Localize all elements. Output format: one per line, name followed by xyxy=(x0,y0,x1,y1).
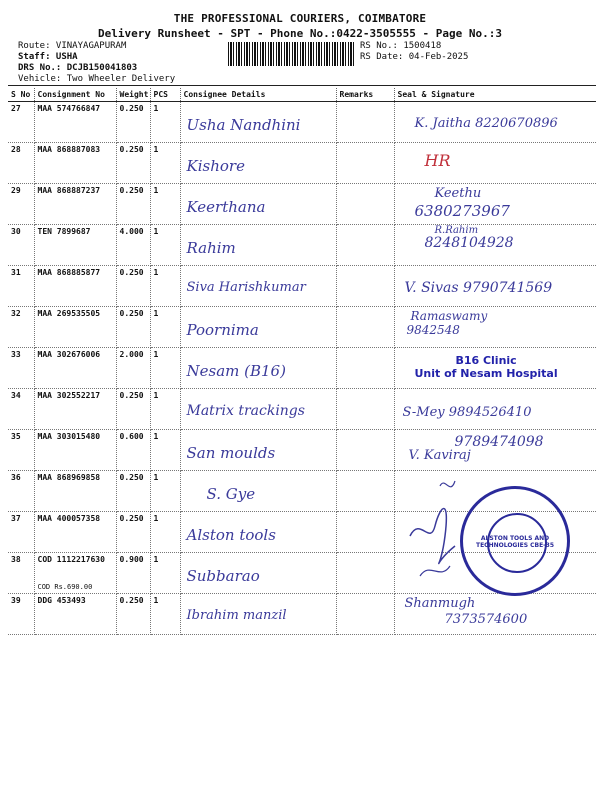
signature: 9789474098 xyxy=(454,434,544,450)
row-weight: 0.250 xyxy=(116,512,150,553)
consignee-handwriting: Nesam (B16) xyxy=(186,362,286,380)
row-remarks xyxy=(336,471,394,512)
route: Route: VINAYAGAPURAM xyxy=(18,41,127,51)
row-remarks xyxy=(336,143,394,184)
row-pcs: 1 xyxy=(150,553,180,594)
row-pcs: 1 xyxy=(150,307,180,348)
col-sno: S No xyxy=(8,88,34,102)
table-row xyxy=(8,225,596,266)
signature: Keethu xyxy=(434,186,482,201)
row-remarks xyxy=(336,512,394,553)
signature: K. Jaitha 8220670896 xyxy=(414,116,558,131)
consignee-handwriting: Alston tools xyxy=(186,526,276,544)
row-sno: 33 xyxy=(8,348,34,389)
row-remarks xyxy=(336,389,394,430)
cod-amount: COD Rs.690.00 xyxy=(37,583,93,591)
consignee-handwriting: San moulds xyxy=(186,444,276,462)
row-consignment: MAA 302552217 xyxy=(34,389,116,430)
col-consignee: Consignee Details xyxy=(180,88,336,102)
row-sno: 27 xyxy=(8,102,34,143)
row-sno: 34 xyxy=(8,389,34,430)
row-remarks xyxy=(336,348,394,389)
row-pcs: 1 xyxy=(150,225,180,266)
table-header-row xyxy=(8,88,596,102)
barcode xyxy=(228,42,356,66)
row-remarks xyxy=(336,594,394,635)
signature-phone: 8248104928 xyxy=(424,235,514,251)
company-seal-text: ALSTON TOOLS AND TECHNOLOGIES CBE-35 xyxy=(475,535,555,549)
staff: Staff: USHA xyxy=(18,52,78,62)
signature-phone: 6380273967 xyxy=(414,202,510,220)
consignee-handwriting: Usha Nandhini xyxy=(186,116,301,134)
row-weight: 2.000 xyxy=(116,348,150,389)
col-remarks: Remarks xyxy=(336,88,394,102)
row-sno: 35 xyxy=(8,430,34,471)
row-consignment: MAA 574766847 xyxy=(34,102,116,143)
signature-name: V. Kaviraj xyxy=(408,448,471,463)
row-sno: 31 xyxy=(8,266,34,307)
row-consignment: MAA 868887083 xyxy=(34,143,116,184)
signature: S-Mey 9894526410 xyxy=(402,405,532,420)
row-sno: 32 xyxy=(8,307,34,348)
row-pcs: 1 xyxy=(150,430,180,471)
signature: V. Sivas 9790741569 xyxy=(404,280,553,296)
row-weight: 0.250 xyxy=(116,102,150,143)
rs-no: RS No.: 1500418 xyxy=(360,41,442,51)
row-pcs: 1 xyxy=(150,594,180,635)
row-remarks xyxy=(336,307,394,348)
signature-phone: 7373574600 xyxy=(444,612,528,627)
col-seal: Seal & Signature xyxy=(394,88,596,102)
row-sno: 30 xyxy=(8,225,34,266)
row-weight: 0.600 xyxy=(116,430,150,471)
table-row xyxy=(8,266,596,307)
table-row xyxy=(8,307,596,348)
row-pcs: 1 xyxy=(150,143,180,184)
row-pcs: 1 xyxy=(150,184,180,225)
col-weight: Weight xyxy=(116,88,150,102)
row-weight: 4.000 xyxy=(116,225,150,266)
signature: R.Rahim xyxy=(434,225,479,236)
consignee-handwriting: Poornima xyxy=(186,321,259,339)
row-sno: 29 xyxy=(8,184,34,225)
row-consignment: MAA 868885877 xyxy=(34,266,116,307)
table-row xyxy=(8,348,596,389)
consignee-handwriting: Keerthana xyxy=(186,198,266,216)
table-row xyxy=(8,102,596,143)
consignee-handwriting: Rahim xyxy=(186,239,236,257)
row-consignment: MAA 868969858 xyxy=(34,471,116,512)
row-sno: 38 xyxy=(8,553,34,594)
row-consignment: MAA 400057358 xyxy=(34,512,116,553)
table-row xyxy=(8,184,596,225)
row-weight: 0.250 xyxy=(116,184,150,225)
consignee-handwriting: Matrix trackings xyxy=(186,403,305,419)
table-row xyxy=(8,430,596,471)
signature-phone: 9842548 xyxy=(406,323,460,337)
row-remarks xyxy=(336,266,394,307)
signature: HR xyxy=(424,151,451,170)
row-weight: 0.250 xyxy=(116,143,150,184)
row-sno: 28 xyxy=(8,143,34,184)
row-remarks xyxy=(336,102,394,143)
page-title: THE PROFESSIONAL COURIERS, COIMBATORE xyxy=(173,12,427,25)
row-pcs: 1 xyxy=(150,266,180,307)
row-remarks xyxy=(336,225,394,266)
clinic-stamp-line2: Unit of Nesam Hospital xyxy=(414,367,558,380)
consignee-handwriting: Ibrahim manzil xyxy=(186,608,287,623)
consignee-handwriting: Kishore xyxy=(186,157,245,175)
consignee-handwriting: Subbarao xyxy=(186,567,260,585)
table-row xyxy=(8,389,596,430)
vehicle: Vehicle: Two Wheeler Delivery xyxy=(18,74,176,84)
table-row xyxy=(8,594,596,635)
row-pcs: 1 xyxy=(150,102,180,143)
row-weight: 0.250 xyxy=(116,307,150,348)
rs-date: RS Date: 04-Feb-2025 xyxy=(360,52,469,62)
row-consignment: DDG 453493 xyxy=(34,594,116,635)
consignee-handwriting: S. Gye xyxy=(206,485,256,503)
row-weight: 0.250 xyxy=(116,389,150,430)
row-weight: 0.900 xyxy=(116,553,150,594)
row-remarks xyxy=(336,184,394,225)
row-remarks xyxy=(336,430,394,471)
row-consignment: MAA 868887237 xyxy=(34,184,116,225)
row-weight: 0.250 xyxy=(116,594,150,635)
row-consignment: MAA 302676006 xyxy=(34,348,116,389)
col-pcs: PCS xyxy=(150,88,180,102)
row-consignment: COD 1112217630 xyxy=(37,555,105,564)
row-sno: 39 xyxy=(8,594,34,635)
consignee-handwriting: Siva Harishkumar xyxy=(186,280,306,295)
row-remarks xyxy=(336,553,394,594)
row-pcs: 1 xyxy=(150,512,180,553)
page-subtitle: Delivery Runsheet - SPT - Phone No.:0422-3505555 - Page No.:3 xyxy=(98,27,502,40)
row-sno: 37 xyxy=(8,512,34,553)
row-consignment: MAA 303015480 xyxy=(34,430,116,471)
row-pcs: 1 xyxy=(150,471,180,512)
col-consignment: Consignment No xyxy=(34,88,116,102)
table-row xyxy=(8,143,596,184)
clinic-stamp xyxy=(415,354,558,380)
row-consignment: TEN 7899687 xyxy=(34,225,116,266)
row-consignment: MAA 269535505 xyxy=(34,307,116,348)
row-weight: 0.250 xyxy=(116,471,150,512)
row-pcs: 1 xyxy=(150,389,180,430)
clinic-stamp-line1: B16 Clinic xyxy=(455,354,517,367)
row-weight: 0.250 xyxy=(116,266,150,307)
signature: Ramaswamy xyxy=(410,309,488,323)
signature-scribble xyxy=(400,476,480,586)
row-sno: 36 xyxy=(8,471,34,512)
row-pcs: 1 xyxy=(150,348,180,389)
drs-no: DRS No.: DCJB150041803 xyxy=(18,63,138,73)
signature: Shanmugh xyxy=(404,596,476,611)
header-rule xyxy=(8,85,596,86)
